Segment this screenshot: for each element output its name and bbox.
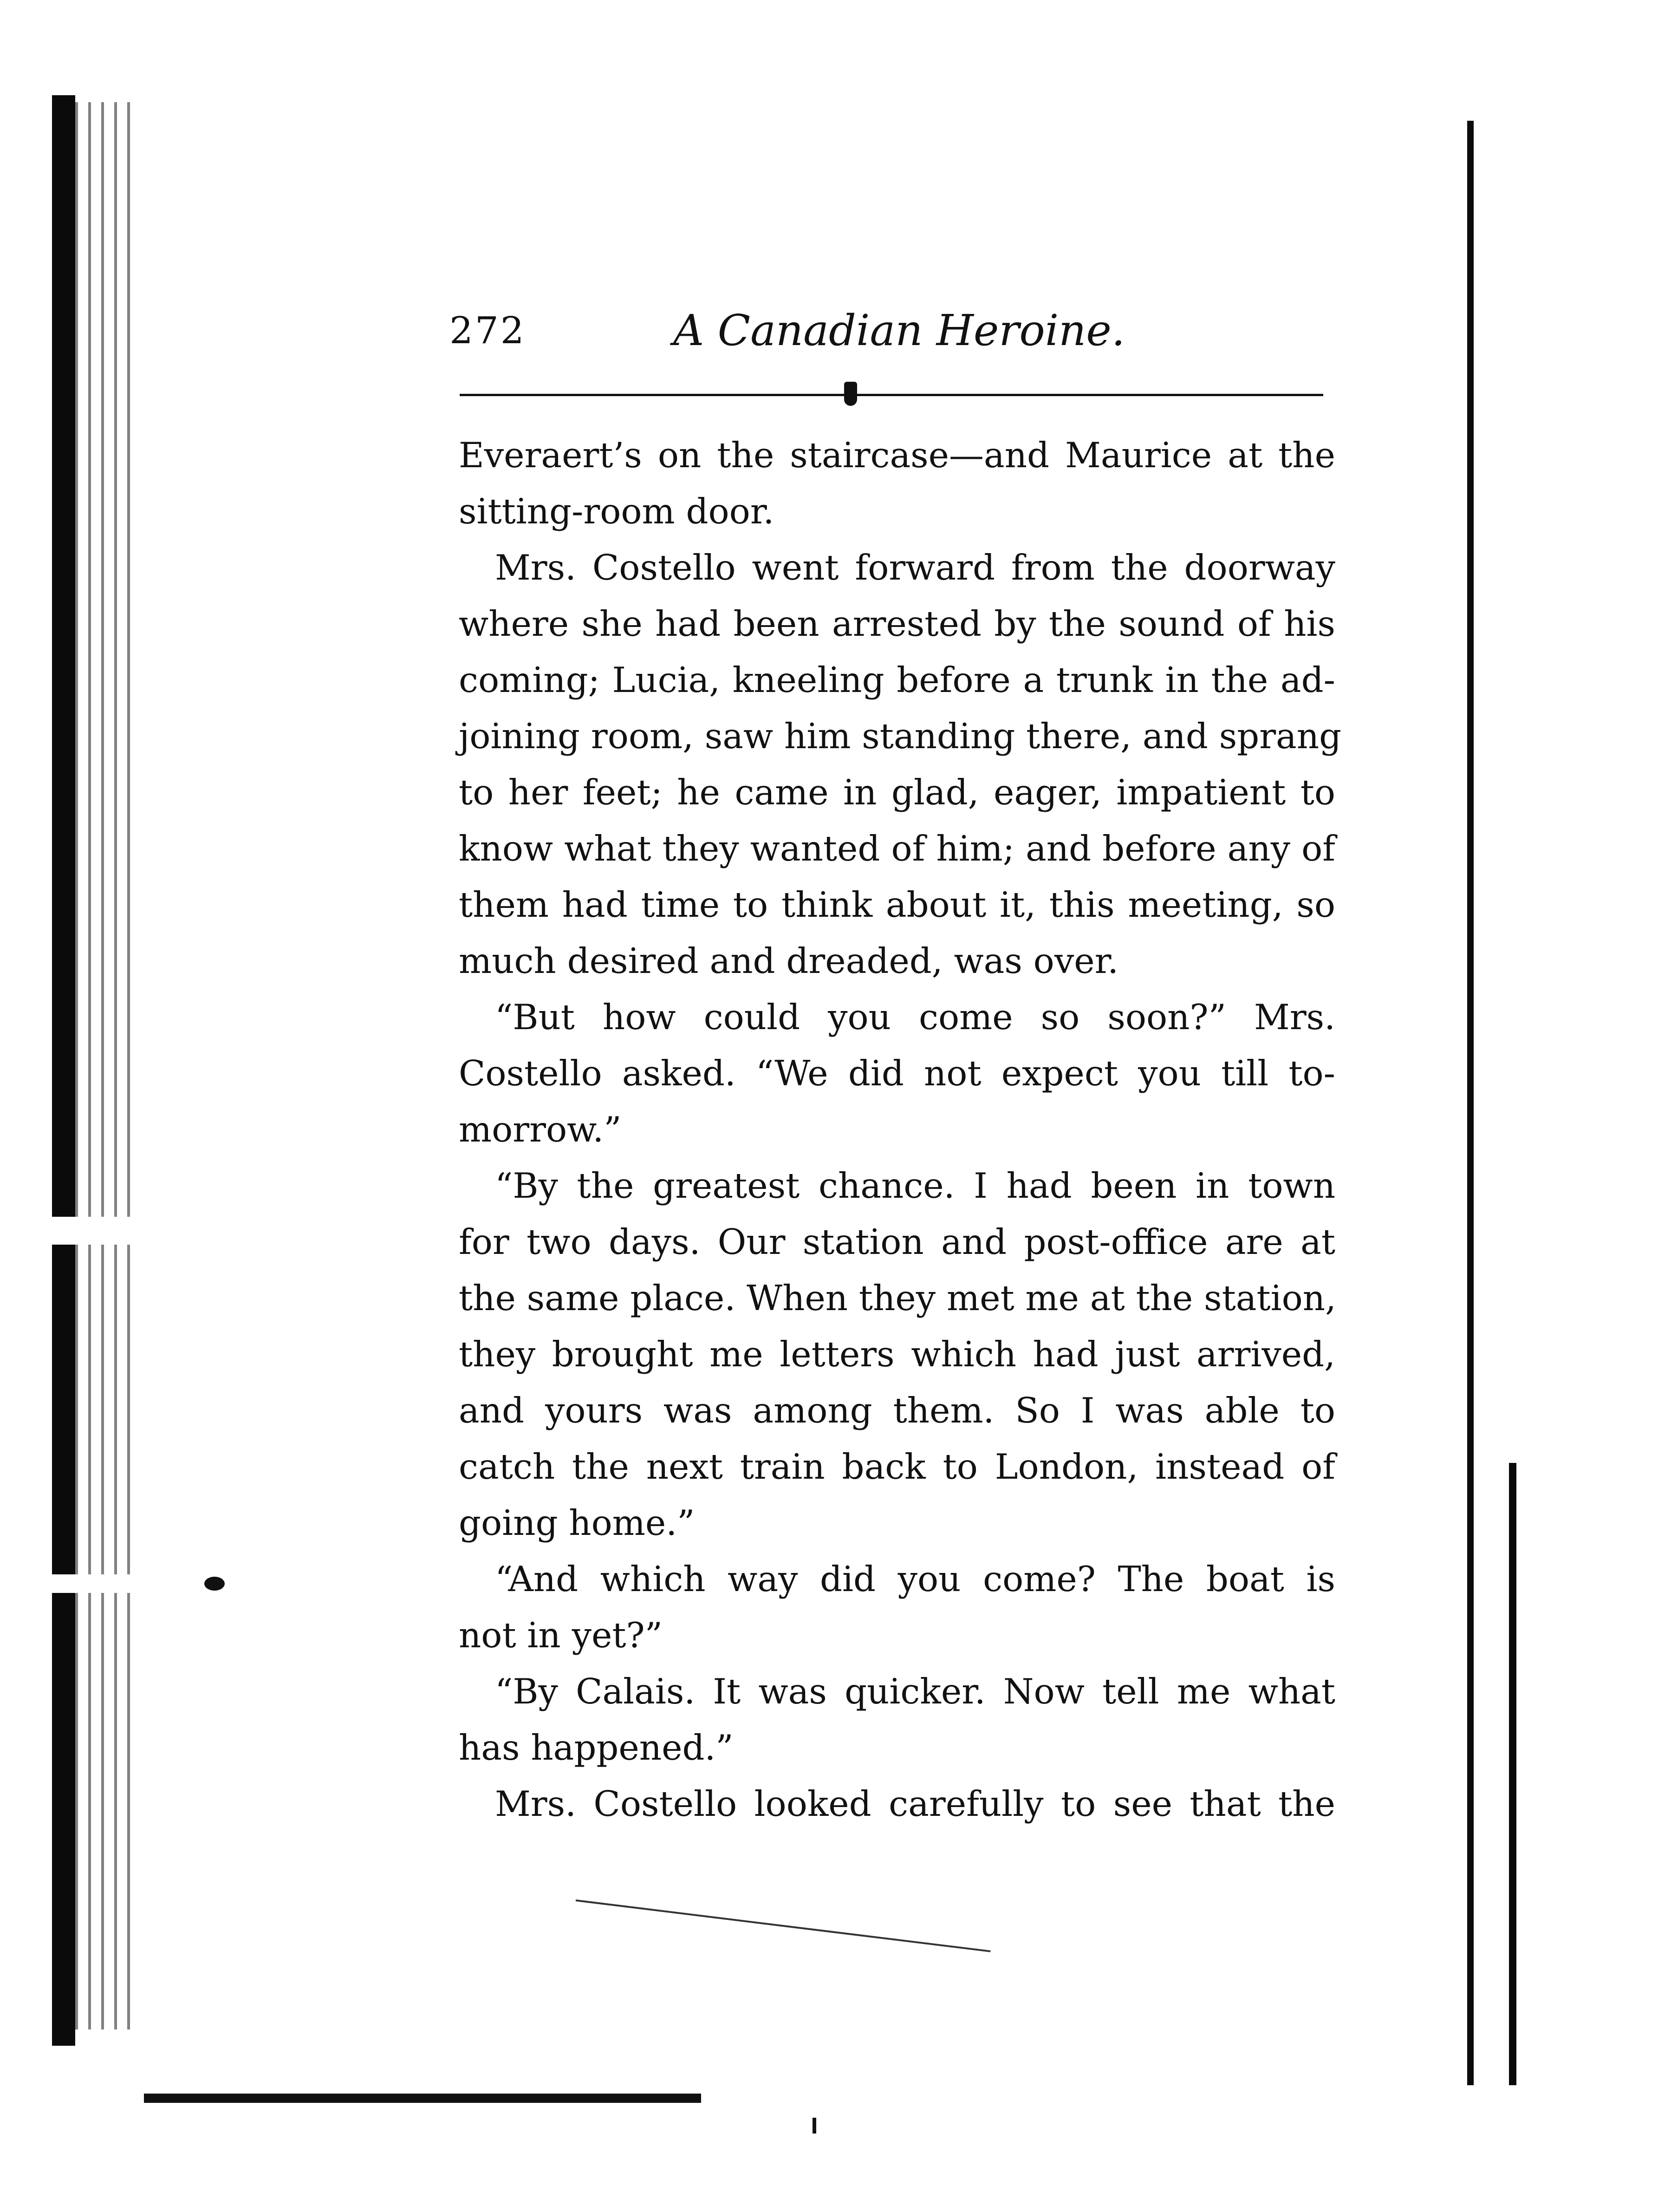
text-line: morrow.” — [459, 1109, 622, 1150]
page-number: 272 — [449, 309, 526, 352]
body-text — [459, 427, 1342, 1832]
text-line: them had time to think about it, this meeting, so — [459, 884, 1335, 925]
text-line: has happened.” — [459, 1727, 734, 1768]
scan-stray-mark — [576, 1899, 991, 1952]
text-line: for two days. Our station and post-office are at — [459, 1221, 1335, 1262]
text-line: to her feet; he came in glad, eager, impatient to — [459, 772, 1335, 813]
text-line: “And which way did you come? The boat is — [495, 1559, 1335, 1599]
running-title: A Canadian Heroine. — [673, 306, 1125, 355]
scan-shadow-left-edge — [52, 95, 75, 2046]
text-line: not in yet?” — [459, 1615, 663, 1656]
text-line: “By Calais. It was quicker. Now tell me what — [495, 1671, 1335, 1712]
scan-shadow-right-edge — [1467, 121, 1474, 2085]
header-rule — [460, 394, 1323, 396]
scan-noise-gap — [46, 1217, 144, 1245]
scan-noise-gap — [46, 1574, 144, 1593]
text-line: Everaert’s on the staircase—and Maurice at the — [459, 435, 1335, 476]
scan-shadow-bottom-edge — [144, 2094, 701, 2103]
text-line: Mrs. Costello looked carefully to see that the — [495, 1783, 1335, 1824]
text-line: know what they wanted of him; and before any of — [459, 828, 1335, 869]
text-line: “By the greatest chance. I had been in town — [495, 1165, 1335, 1206]
text-line: much desired and dreaded, was over. — [459, 940, 1119, 981]
scan-shadow-right-edge-lower — [1509, 1463, 1516, 2085]
text-line: where she had been arrested by the sound of his — [459, 603, 1335, 644]
text-line: going home.” — [459, 1502, 695, 1543]
text-line: and yours was among them. So I was able to — [459, 1390, 1335, 1431]
text-line: joining room, saw him standing there, and sprang — [459, 716, 1342, 757]
text-line: Costello asked. “We did not expect you till to- — [459, 1053, 1335, 1094]
text-line: they brought me letters which had just arrived, — [459, 1334, 1335, 1375]
ink-blot — [204, 1577, 225, 1591]
text-line: Mrs. Costello went forward from the doorway — [495, 547, 1335, 588]
rule-ornament-icon — [844, 382, 857, 406]
text-line: sitting-room door. — [459, 491, 774, 532]
text-line: catch the next train back to London, instead of — [459, 1446, 1335, 1487]
text-line: the same place. When they met me at the station, — [459, 1278, 1336, 1318]
text-line: coming; Lucia, kneeling before a trunk in the ad- — [459, 659, 1335, 700]
scan-noise-left-margin — [75, 102, 140, 2029]
text-line: “But how could you come so soon?” Mrs. — [495, 997, 1335, 1037]
scan-stray-mark — [813, 2118, 816, 2134]
